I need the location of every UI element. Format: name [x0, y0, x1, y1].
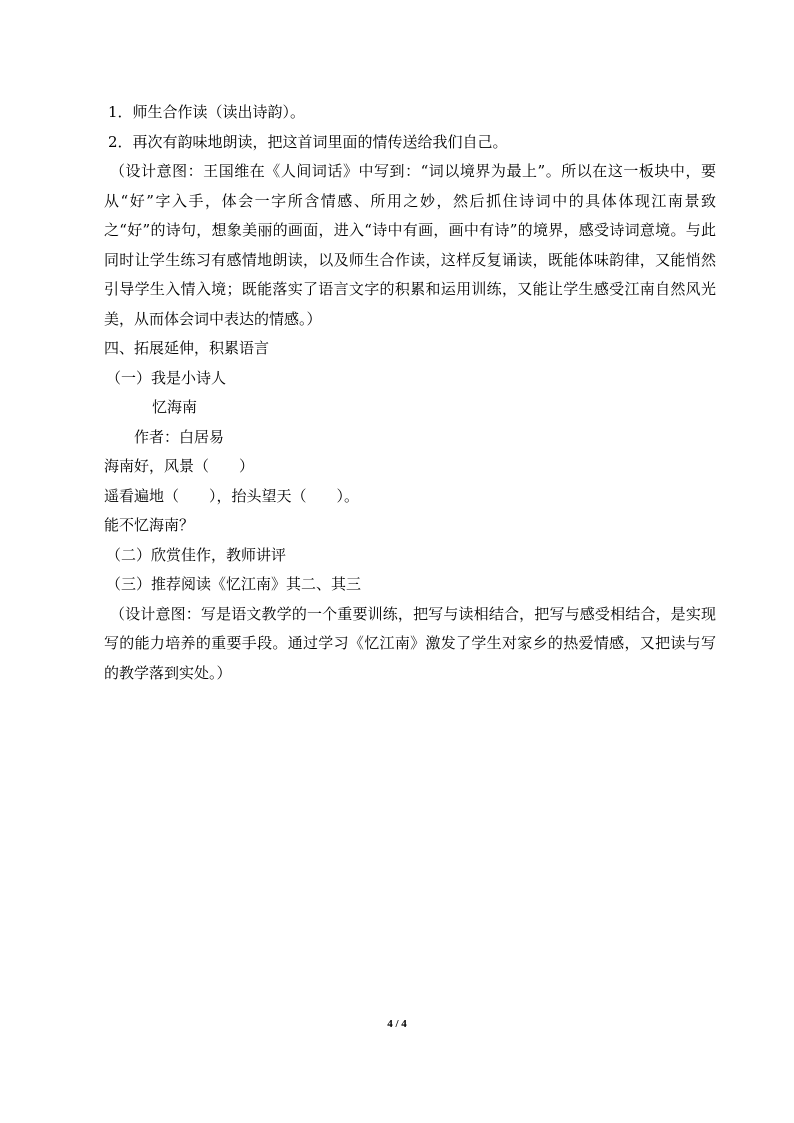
reading-step-1: 1．师生合作读（读出诗韵）。 — [108, 103, 306, 121]
poem-line-1: 海南好，风景（ ） — [104, 457, 255, 475]
subsection-1: （一）我是小诗人 — [106, 368, 227, 387]
subsection-3: （三）推荐阅读《忆江南》其二、其三 — [106, 575, 362, 593]
page-number: 4 / 4 — [387, 1018, 407, 1030]
reading-step-2: 2．再次有韵味地朗读，把这首词里面的情传送给我们自己。 — [108, 132, 508, 151]
design-note-2: （设计意图：写是语文教学的一个重要训练，把写与读相结合，把写与感受相结合，是实现写的能力培养的重要手段。通过学习《忆江南》激发了学生对家乡的热爱情感，又把读与写的教学落到实处。） — [104, 604, 716, 682]
poem-line-2: 遥看遍地（ ），抬头望天（ ）。 — [104, 486, 360, 505]
document-body — [104, 98, 716, 688]
section-4-heading: 四、拓展延伸，积累语言 — [104, 339, 270, 357]
subsection-2: （二）欣赏佳作，教师讲评 — [106, 545, 287, 564]
poem-title: 忆海南 — [152, 398, 198, 416]
poem-line-3: 能不忆海南？ — [104, 516, 195, 534]
poem-author: 作者：白居易 — [134, 427, 225, 446]
design-note-1: （设计意图：王国维在《人间词话》中写到：“词以境界为最上”。所以在这一板块中，要从“好”字入手，体会一字所含情感、所用之妙，然后抓住诗词中的具体体现江南景致之“好”的诗句，想象美丽的画面，进入“诗中有画，画中有诗”的境界，感受诗词意境。与此同时让学生练习有感情地朗读，以及师生合作读，这样反复诵读，既能体味韵律，又能悄然引导学生入情入境；既能落实了语言文字的积累和运用训练，又能让学生感受江南自然风光美，从而体会词中表达的情感。） — [104, 162, 716, 328]
